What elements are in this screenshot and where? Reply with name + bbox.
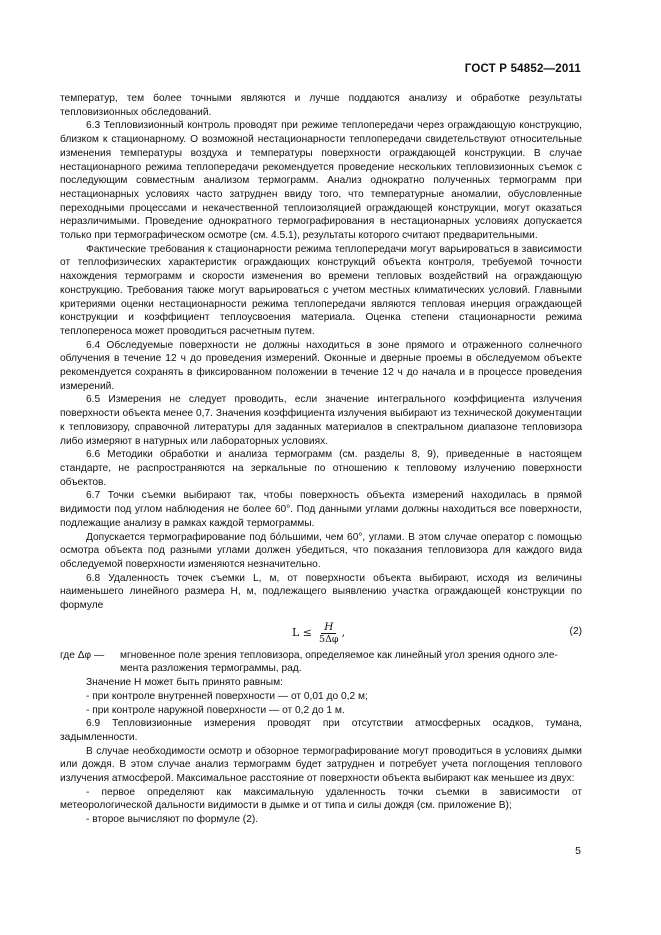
paragraph: Фактические требования к стационарности режима теплопередачи могут варьироваться в зависимости от теплофизических характеристик ограждающих конструкций объекта контроля, требуемой точности нахождения термограмм и скорости изменения во времени тепловых воздействий на ограждающую конструкцию. Требования также могут варьироваться с учетом местных климатических условий. Главными критериями оценки нестационарности режима теплопередачи являются тепловая инерция ограждающей конструкции и коэффициент теплоусвоения материала. Оценка степени стационарности режима теплопереноса может проводиться расчетным путем. bbox=[60, 243, 582, 337]
paragraph-6-7: 6.7 Точки съемки выбирают так, чтобы поверхность объекта измерений находилась в прямой видимости под углом наблюдения не более 60°. Под данными углами должны находиться все поверхности, подлежащие анализу в рамках каждой термограммы. bbox=[60, 490, 582, 529]
list-item: - первое определяют как максимальную удаленность точки съемки в зависимости от метеорологической дальности видимости в дымке и от типа и силы дождя (см. приложение В); bbox=[60, 786, 582, 812]
list-item: - при контроле наружной поверхности — от 0,2 до 1 м. bbox=[86, 704, 345, 716]
paragraph-6-5: 6.5 Измерения не следует проводить, если значение интегрального коэффициента излучения поверхности объекта менее 0,7. Значения коэффициента излучения выбирают из технической документации к тепловизору, справочной литературы для заданных материалов в спектральном диапазоне тепловизора либо измеряют в натурных или лабораторных условиях. bbox=[60, 394, 582, 447]
formula-2 bbox=[60, 617, 582, 647]
where-label: где Δφ — bbox=[60, 649, 105, 661]
paragraph-6-9: 6.9 Тепловизионные измерения проводят при отсутствии атмосферных осадков, тумана, задымленности. bbox=[60, 718, 582, 743]
paragraph-6-3: 6.3 Тепловизионный контроль проводят при режиме теплопередачи через ограждающую конструкцию, близком к стационарному. О возможной нестационарности теплопередачи свидетельствуют относительные изменения температуры воздуха и температуры поверхности ограждающей конструкции. В случае нестационарного режима теплопередачи рекомендуется проведение нескольких тепловизионных съемок с последующим совместным анализом термограмм. Анализ однократно полученных термограмм при нестационарных условиях часто затруднен ввиду того, что температурные аномалии, обусловленные переходными процессами и некачественной теплоизоляцией ограждающей конструкции, могут оказаться неразличимыми. Проведение однократного термографирования в нестационарных условиях допускается только при термографическом осмотре (см. 4.5.1), результаты которого считают предварительными. bbox=[60, 120, 582, 242]
paragraph: Допускается термографирование под бо́льшими, чем 60°, углами. В этом случае оператор с помощью осмотра объекта под разными углами должен убедиться, что показания тепловизора для каждого вида обследуемой поверхности изменяются незначительно. bbox=[60, 531, 582, 570]
where-continuation: мента разложения термограммы, рад. bbox=[120, 663, 302, 675]
paragraph-6-6: 6.6 Методики обработки и анализа термограмм (см. разделы 8, 9), приведенные в настоящем стандарте, не распространяются на зеркальные по отношению к тепловому излучению поверхности объектов. bbox=[60, 449, 582, 488]
paragraph: Значение H может быть принято равным: bbox=[86, 677, 283, 689]
paragraph: В случае необходимости осмотр и обзорное термографирование могут проводиться в условиях дымки или дождя. В этом случае анализ термограмм будет затруднен и потребует учета поглощения теплового излучения атмосферой. Максимальное расстояние от поверхности объекта выбирают как меньшее из двух: bbox=[60, 745, 582, 785]
document-body bbox=[60, 92, 582, 827]
formula-denominator: 5Δφ bbox=[319, 633, 339, 645]
page-number: 5 bbox=[575, 845, 581, 857]
paragraph-6-4: 6.4 Обследуемые поверхности не должны находиться в зоне прямого и отраженного солнечного облучения в течение 12 ч до проведения измерений. Оконные и дверные проемы в обследуемом объекте рекомендуется сохранять в фиксированном положении в течение 12 ч до начала и в процессе проведения измерений. bbox=[60, 339, 582, 392]
list-item: - при контроле внутренней поверхности — от 0,01 до 0,2 м; bbox=[86, 690, 368, 702]
formula-number: (2) bbox=[569, 625, 582, 637]
where-clause bbox=[60, 649, 582, 663]
formula-expression bbox=[292, 621, 345, 646]
formula-numerator: H bbox=[321, 621, 336, 634]
paragraph: температур, тем более точными являются и лучше поддаются анализу и обработке результаты тепловизионных обследований. bbox=[60, 93, 582, 118]
list-item: - второе вычисляют по формуле (2). bbox=[86, 814, 259, 826]
formula-fraction bbox=[316, 621, 342, 646]
paragraph-6-8: 6.8 Удаленность точек съемки L, м, от поверхности объекта выбирают, исходя из величины наименьшего линейного размера H, м, подлежащего выявлению участка ограждающей конструкции по формуле bbox=[60, 572, 582, 612]
formula-lhs: L ≤ bbox=[292, 626, 313, 640]
standard-header: ГОСТ Р 54852—2011 bbox=[464, 63, 581, 75]
formula-tail: , bbox=[341, 626, 346, 640]
where-text: мгновенное поле зрения тепловизора, определяемое как линейный угол зрения одного эле- bbox=[120, 649, 558, 661]
